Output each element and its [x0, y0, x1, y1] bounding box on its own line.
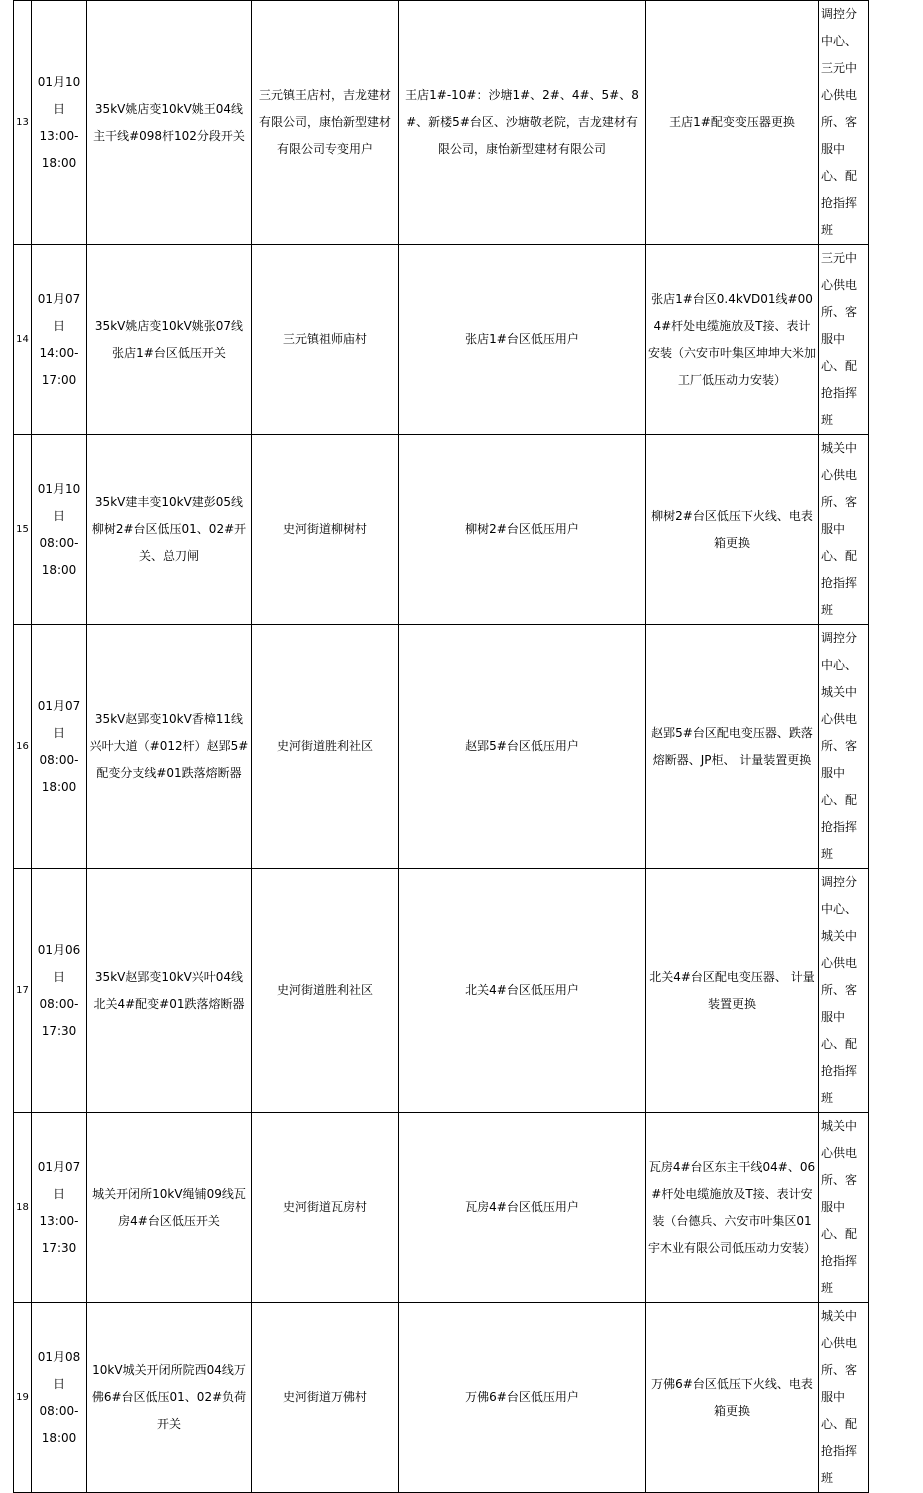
outage-area: 史河街道万佛村	[252, 1303, 399, 1493]
responsible-unit: 调控分中心、三元中心供电所、客服中心、配抢指挥班	[819, 1, 869, 245]
outage-time: 01月06日 08:00- 17:30	[32, 869, 87, 1113]
work-content: 赵郢5#台区配电变压器、跌落熔断器、JP柜、 计量装置更换	[646, 625, 819, 869]
affected-users: 瓦房4#台区低压用户	[399, 1113, 646, 1303]
work-content: 瓦房4#台区东主干线04#、06#杆处电缆施放及T接、表计安装（台德兵、六安市叶集区01宇木业有限公司低压动力安装）	[646, 1113, 819, 1303]
outage-schedule-table	[13, 0, 869, 1493]
row-number: 17	[14, 869, 32, 1113]
responsible-unit: 城关中心供电所、客服中心、配抢指挥班	[819, 1113, 869, 1303]
table-row	[14, 1, 869, 245]
affected-users: 王店1#-10#：沙塘1#、2#、4#、5#、8#、新楼5#台区、沙塘敬老院，吉龙建材有限公司，康怡新型建材有限公司	[399, 1, 646, 245]
row-number: 16	[14, 625, 32, 869]
outage-area: 史河街道瓦房村	[252, 1113, 399, 1303]
work-content: 王店1#配变变压器更换	[646, 1, 819, 245]
outage-device: 35kV建丰变10kV建彭05线柳树2#台区低压01、02#开关、总刀闸	[87, 435, 252, 625]
affected-users: 北关4#台区低压用户	[399, 869, 646, 1113]
row-number: 14	[14, 245, 32, 435]
table-row	[14, 869, 869, 1113]
responsible-unit: 城关中心供电所、客服中心、配抢指挥班	[819, 1303, 869, 1493]
outage-area: 史河街道胜利社区	[252, 625, 399, 869]
outage-time: 01月07日 14:00- 17:00	[32, 245, 87, 435]
outage-device: 35kV赵郢变10kV兴叶04线北关4#配变#01跌落熔断器	[87, 869, 252, 1113]
outage-area: 三元镇祖师庙村	[252, 245, 399, 435]
outage-time: 01月10日 13:00- 18:00	[32, 1, 87, 245]
row-number: 13	[14, 1, 32, 245]
outage-device: 10kV城关开闭所院西04线万佛6#台区低压01、02#负荷开关	[87, 1303, 252, 1493]
outage-device: 城关开闭所10kV绳铺09线瓦房4#台区低压开关	[87, 1113, 252, 1303]
table-row	[14, 1113, 869, 1303]
work-content: 万佛6#台区低压下火线、电表箱更换	[646, 1303, 819, 1493]
outage-time: 01月10日 08:00- 18:00	[32, 435, 87, 625]
work-content: 柳树2#台区低压下火线、电表箱更换	[646, 435, 819, 625]
row-number: 18	[14, 1113, 32, 1303]
row-number: 19	[14, 1303, 32, 1493]
outage-time: 01月07日 13:00- 17:30	[32, 1113, 87, 1303]
affected-users: 万佛6#台区低压用户	[399, 1303, 646, 1493]
affected-users: 张店1#台区低压用户	[399, 245, 646, 435]
table-row	[14, 435, 869, 625]
outage-time: 01月07日 08:00- 18:00	[32, 625, 87, 869]
outage-device: 35kV姚店变10kV姚王04线主干线#098杆102分段开关	[87, 1, 252, 245]
row-number: 15	[14, 435, 32, 625]
responsible-unit: 调控分中心、城关中心供电所、客服中心、配抢指挥班	[819, 625, 869, 869]
outage-device: 35kV姚店变10kV姚张07线张店1#台区低压开关	[87, 245, 252, 435]
outage-area: 史河街道胜利社区	[252, 869, 399, 1113]
affected-users: 赵郢5#台区低压用户	[399, 625, 646, 869]
outage-device: 35kV赵郢变10kV香樟11线兴叶大道（#012杆）赵郢5#配变分支线#01跌落熔断器	[87, 625, 252, 869]
work-content: 张店1#台区0.4kVD01线#004#杆处电缆施放及T接、表计安装（六安市叶集区坤坤大米加工厂低压动力安装）	[646, 245, 819, 435]
outage-time: 01月08日 08:00- 18:00	[32, 1303, 87, 1493]
work-content: 北关4#台区配电变压器、 计量装置更换	[646, 869, 819, 1113]
table-row	[14, 1303, 869, 1493]
outage-area: 三元镇王店村，吉龙建材有限公司，康怡新型建材有限公司专变用户	[252, 1, 399, 245]
table-row	[14, 625, 869, 869]
outage-area: 史河街道柳树村	[252, 435, 399, 625]
table-row	[14, 245, 869, 435]
affected-users: 柳树2#台区低压用户	[399, 435, 646, 625]
responsible-unit: 三元中心供电所、客服中心、配抢指挥班	[819, 245, 869, 435]
responsible-unit: 调控分中心、城关中心供电所、客服中心、配抢指挥班	[819, 869, 869, 1113]
responsible-unit: 城关中心供电所、客服中心、配抢指挥班	[819, 435, 869, 625]
